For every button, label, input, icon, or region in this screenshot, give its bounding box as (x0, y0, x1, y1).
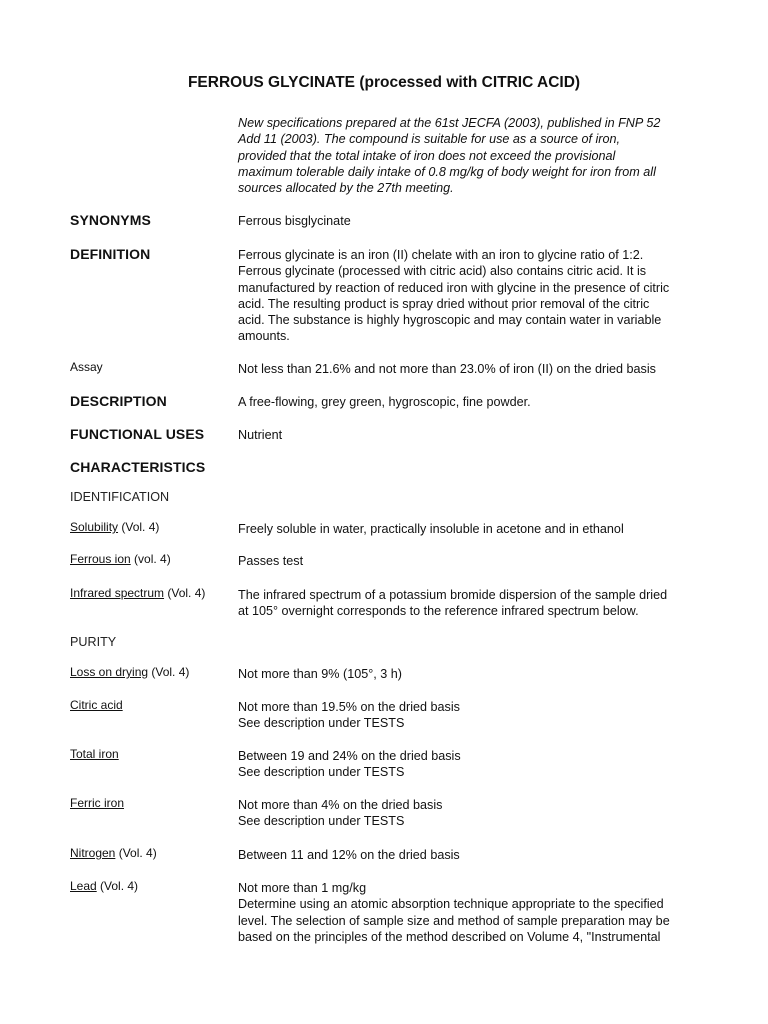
synonyms-label: SYNONYMS (70, 212, 151, 228)
functional-uses-value: Nutrient (238, 428, 283, 442)
total-iron-line: See description under TESTS (238, 765, 405, 780)
definition-line: acid. The resulting product is spray dried without prior removal of the citric (238, 296, 650, 311)
infrared-line: at 105° overnight corresponds to the reference infrared spectrum below. (238, 604, 639, 619)
intro-note (238, 115, 718, 196)
loss-on-drying-value: Not more than 9% (105°, 3 h) (238, 667, 402, 681)
ferrous-ion-value: Passes test (238, 554, 304, 568)
ferric-iron-label (70, 796, 235, 810)
intro-line: sources allocated by the 27th meeting. (238, 181, 454, 196)
infrared-link[interactable]: Infrared spectrum (70, 586, 165, 600)
citric-acid-line: See description under TESTS (238, 716, 405, 731)
page-title: FERROUS GLYCINATE (processed with CITRIC ACID) (187, 74, 581, 91)
definition-line: Ferrous glycinate is an iron (II) chelate with an iron to glycine ratio of 1:2. (238, 248, 644, 262)
lead-value (238, 880, 718, 945)
ferrous-ion-label (70, 552, 235, 566)
definition-line: Ferrous glycinate (processed with citric acid) also contains citric acid. It is (238, 264, 647, 279)
total-iron-line: Between 19 and 24% on the dried basis (238, 749, 461, 763)
lead-link[interactable]: Lead (70, 879, 97, 893)
solubility-ref: (Vol. 4) (118, 520, 160, 534)
solubility-value: Freely soluble in water, practically insoluble in acetone and in ethanol (238, 522, 624, 536)
intro-line: Add 11 (2003). The compound is suitable for use as a source of iron, (238, 132, 620, 147)
intro-line: maximum tolerable daily intake of 0.8 mg/kg of body weight for iron from all (238, 164, 656, 179)
ferrous-ion-link[interactable]: Ferrous ion (70, 552, 131, 566)
definition-label: DEFINITION (70, 246, 151, 262)
loss-on-drying-label (70, 665, 235, 679)
definition-value (238, 247, 718, 345)
assay-label: Assay (70, 360, 103, 374)
nitrogen-value: Between 11 and 12% on the dried basis (238, 848, 460, 862)
functional-uses-label: FUNCTIONAL USES (70, 426, 205, 442)
intro-line: provided that the total intake of iron does not exceed the provisional (238, 148, 616, 163)
infrared-ref: (Vol. 4) (164, 586, 206, 600)
definition-line: acid. The substance is highly hygroscopic and may contain water in variable (238, 313, 662, 328)
nitrogen-label (70, 846, 235, 860)
intro-line: New specifications prepared at the 61st JECFA (2003), published in FNP 52 (238, 116, 661, 130)
citric-acid-line: Not more than 19.5% on the dried basis (238, 700, 460, 714)
assay-value: Not less than 21.6% and not more than 23.0% of iron (II) on the dried basis (238, 362, 656, 376)
infrared-label (70, 586, 235, 600)
lead-line: Determine using an atomic absorption technique appropriate to the specified (238, 897, 664, 912)
definition-line: amounts. (238, 329, 290, 344)
synonyms-value: Ferrous bisglycinate (238, 214, 351, 228)
solubility-label (70, 520, 235, 534)
ferric-iron-line: Not more than 4% on the dried basis (238, 798, 443, 812)
description-label: DESCRIPTION (70, 393, 167, 409)
lead-line: Not more than 1 mg/kg (238, 881, 367, 895)
ferrous-ion-ref: (vol. 4) (130, 552, 171, 566)
lead-label (70, 879, 235, 893)
nitrogen-ref: (Vol. 4) (115, 846, 157, 860)
lead-line: level. The selection of sample size and method of sample preparation may be (238, 913, 670, 928)
total-iron-value (238, 748, 718, 781)
nitrogen-link[interactable]: Nitrogen (70, 846, 116, 860)
identification-heading: IDENTIFICATION (70, 490, 170, 504)
purity-heading: PURITY (70, 635, 117, 649)
infrared-line: The infrared spectrum of a potassium bromide dispersion of the sample dried (238, 588, 668, 602)
citric-acid-value (238, 699, 718, 732)
lead-ref: (Vol. 4) (96, 879, 139, 893)
loss-on-drying-link[interactable]: Loss on drying (70, 665, 149, 679)
total-iron-label (70, 747, 235, 761)
citric-acid-label (70, 698, 235, 712)
ferric-iron-value (238, 797, 718, 830)
citric-acid-link[interactable]: Citric acid (70, 698, 123, 712)
loss-on-drying-ref: (Vol. 4) (148, 665, 190, 679)
infrared-value (238, 587, 718, 620)
total-iron-link[interactable]: Total iron (70, 747, 119, 761)
ferric-iron-link[interactable]: Ferric iron (70, 796, 125, 810)
ferric-iron-line: See description under TESTS (238, 814, 405, 829)
lead-line: based on the principles of the method described on Volume 4, "Instrumental (238, 929, 661, 944)
characteristics-heading: CHARACTERISTICS (70, 459, 206, 475)
description-value: A free-flowing, grey green, hygroscopic, fine powder. (238, 395, 531, 409)
solubility-link[interactable]: Solubility (70, 520, 119, 534)
definition-line: manufactured by reaction of reduced iron with glycine in the presence of citric (238, 280, 670, 295)
